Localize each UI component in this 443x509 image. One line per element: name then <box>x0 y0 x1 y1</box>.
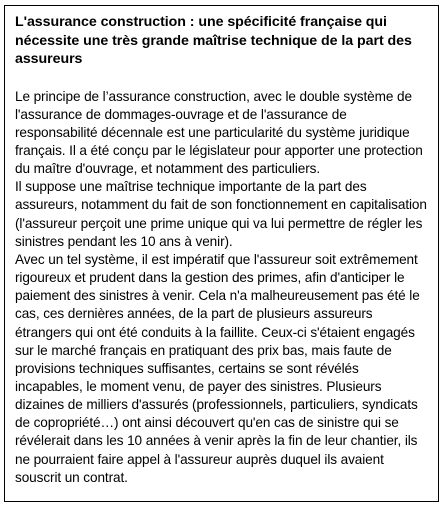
document-title: L'assurance construction : une spécificité française qui nécessite une très grande maîtrise technique de la part des assureurs <box>15 14 412 67</box>
paragraph-technical-mastery: Il suppose une maîtrise technique importante de la part des assureurs, notamment du fait de son fonctionnement en capitalisation (l'assureur perçoit une prime unique qui va lui permettre de régler les sinistres pendant les 10 ans à venir). <box>15 179 427 249</box>
document-body <box>15 88 428 487</box>
paragraph-insurer-failures: Avec un tel système, il est impératif que l'assureur soit extrêmement rigoureux et prudent dans la gestion des primes, afin d'anticiper le paiement des sinistres à venir. Cela n'a malheureusement pas été le cas, ces dernières années, de la part de plusieurs assureurs étrangers qui ont été conduits à la faillite. Ceux-ci s'étaient engagés sur le marché français en pratiquant des prix bas, mais faute de provisions techniques suffisantes, certains se sont révélés incapables, le moment venu, de payer des sinistres. Plusieurs dizaines de milliers d'assurés (professionnels, particuliers, syndicats de copropriété…) ont ainsi découvert qu'en cas de sinistre qui se révélerait dans les 10 années à venir après la fin de leur chantier, ils ne pourraient faire appel à l'assureur auprès duquel ils avaient souscrit un contrat. <box>15 251 420 485</box>
paragraph-principle: Le principe de l’assurance construction, avec le double système de l'assurance de dommages-ouvrage et de l'assurance de responsabilité décennale est une particularité du système juridique français. Il a été conçu par le législateur pour apporter une protection du maître d'ouvrage, et notamment des particuliers. <box>15 88 423 177</box>
text-box <box>4 5 439 502</box>
